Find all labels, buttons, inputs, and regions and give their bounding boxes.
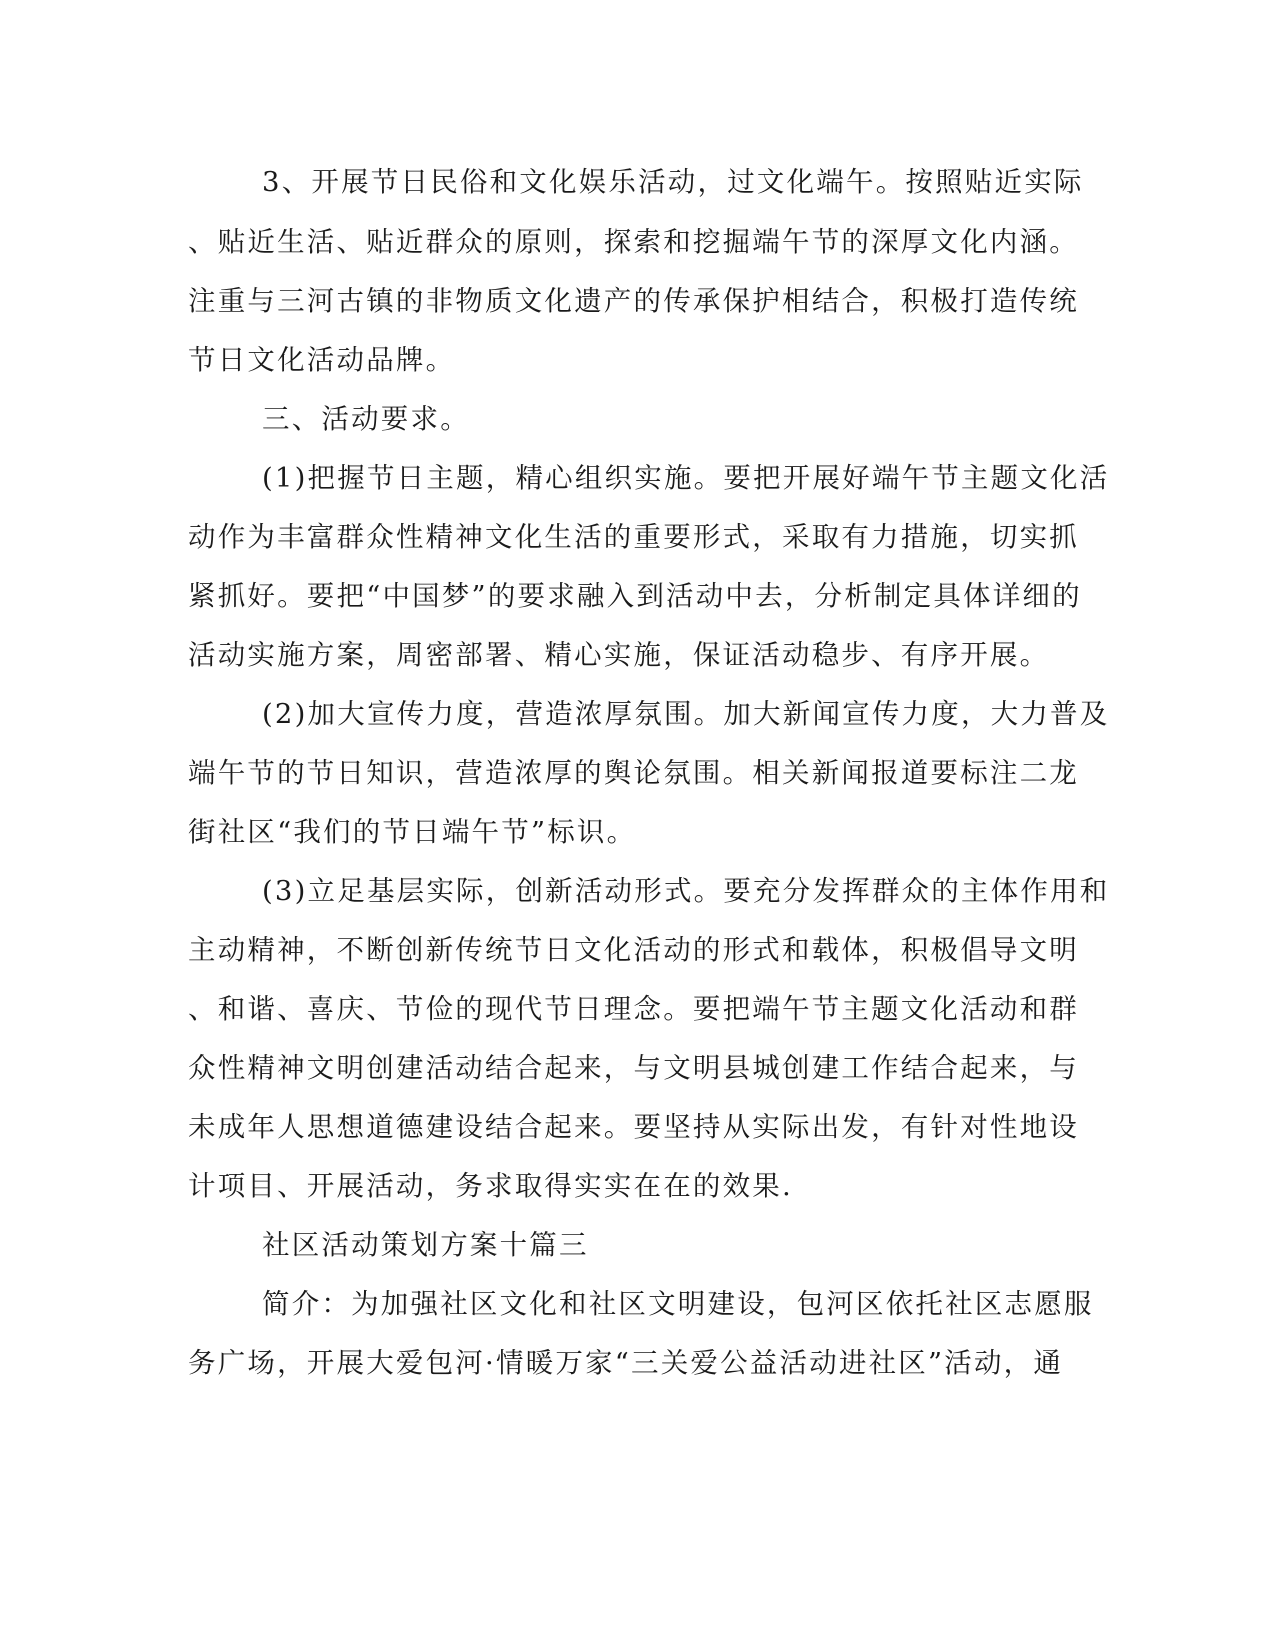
text-line: 活动实施方案，周密部署、精心实施，保证活动稳步、有序开展。 [188, 639, 1050, 671]
text-line: 动作为丰富群众性精神文化生活的重要形式，采取有力措施，切实抓 [188, 521, 1079, 553]
text-line: (2)加大宣传力度，营造浓厚氛围。加大新闻宣传力度，大力普及 [262, 698, 1110, 730]
text-line: 计项目、开展活动，务求取得实实在在的效果. [188, 1170, 793, 1202]
text-line: 、贴近生活、贴近群众的原则，探索和挖掘端午节的深厚文化内涵。 [188, 226, 1079, 258]
text-line: 、和谐、喜庆、节俭的现代节日理念。要把端午节主题文化活动和群 [188, 993, 1079, 1025]
text-line: 紧抓好。要把“中国梦”的要求融入到活动中去，分析制定具体详细的 [188, 580, 1082, 612]
text-line: 众性精神文明创建活动结合起来，与文明县城创建工作结合起来，与 [188, 1052, 1079, 1084]
text-line: 街社区“我们的节日端午节”标识。 [188, 816, 637, 848]
text-line: 未成年人思想道德建设结合起来。要坚持从实际出发，有针对性地设 [188, 1111, 1079, 1143]
text-line: 简介：为加强社区文化和社区文明建设，包河区依托社区志愿服 [262, 1288, 1094, 1320]
text-line: 注重与三河古镇的非物质文化遗产的传承保护相结合，积极打造传统 [188, 285, 1079, 317]
text-line: 主动精神，不断创新传统节日文化活动的形式和载体，积极倡导文明 [188, 934, 1079, 966]
text-line: (1)把握节日主题，精心组织实施。要把开展好端午节主题文化活 [262, 462, 1110, 494]
section-heading: 三、活动要求。 [262, 403, 470, 435]
text-line: 3、开展节日民俗和文化娱乐活动，过文化端午。按照贴近实际 [262, 166, 1084, 198]
section-heading: 社区活动策划方案十篇三 [262, 1229, 589, 1261]
text-line: 端午节的节日知识，营造浓厚的舆论氛围。相关新闻报道要标注二龙 [188, 757, 1079, 789]
text-line: 节日文化活动品牌。 [188, 344, 456, 376]
text-line: 务广场，开展大爱包河·情暖万家“三关爱公益活动进社区”活动，通 [188, 1347, 1064, 1379]
text-line: (3)立足基层实际，创新活动形式。要充分发挥群众的主体作用和 [262, 875, 1110, 907]
